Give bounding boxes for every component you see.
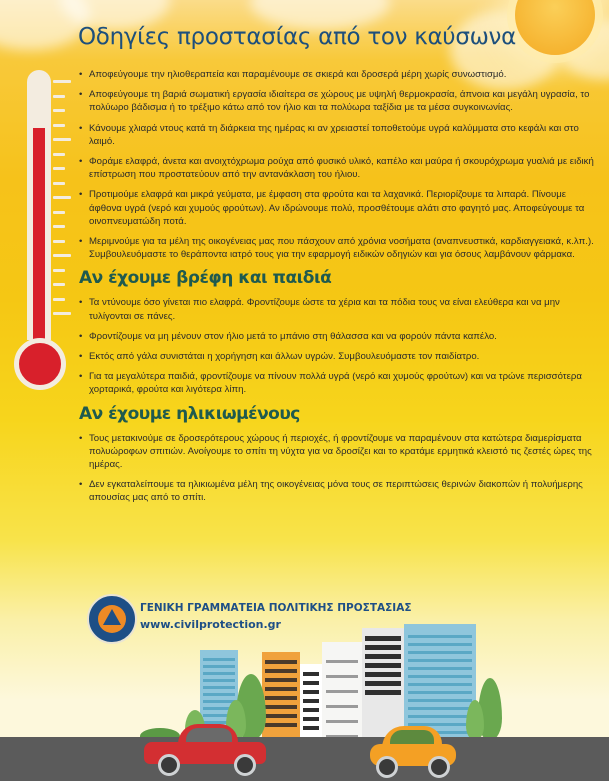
section-heading-children: Αν έχουμε βρέφη και παιδιά	[79, 268, 332, 289]
orange-car-icon	[368, 724, 458, 774]
list-item: • Δεν εγκαταλείπουμε τα ηλικιωμένα μέλη της οικογένειας μόνα τους σε περιπτώσεις θερινών διακοπών ή πολυήμερης απουσίας μας από το σπίτι.	[79, 478, 599, 504]
list-item: • Τα ντύνουμε όσο γίνεται πιο ελαφρά. Φροντίζουμε ώστε τα χέρια και τα πόδια τους να είναι ελεύθερα και να μην τυλίγονται σε πάνες.	[79, 296, 599, 322]
list-item: • Τους μετακινούμε σε δροσερότερους χώρους ή περιοχές, ή φροντίζουμε να παραμένουν στα κατώτερα διαμερίσματα πολυώροφων σπιτιών. Ανοίγουμε το σπίτι τη νύχτα για να δροσίζει και το κρατάμε ερμητικά κλειστό τις ζεστές ώρες της ημέρας.	[79, 432, 599, 472]
list-item: • Εκτός από γάλα συνιστάται η χορήγηση και άλλων υγρών. Συμβουλευόμαστε τον παιδίατρο.	[79, 350, 599, 363]
red-car-icon	[140, 722, 270, 772]
civil-protection-logo	[87, 594, 137, 644]
list-item: • Για τα μεγαλύτερα παιδιά, φροντίζουμε να πίνουν πολλά υγρά (νερό και χυμούς φρούτων) και να τρώνε περισσότερα χορταρικά, φρούτα και λιγότερα λίπη.	[79, 370, 599, 396]
list-item: • Φοράμε ελαφρά, άνετα και ανοιχτόχρωμα ρούχα από φυσικό υλικό, καπέλο και μαύρα ή σκουρόχρωμα γυαλιά με ειδική επίστρωση που προστατεύουν από την αντανάκλαση του ήλιου.	[79, 155, 599, 181]
elderly-instructions-list	[79, 432, 599, 505]
page-title: Οδηγίες προστασίας από τον καύσωνα	[78, 24, 516, 51]
list-item: • Κάνουμε χλιαρά ντους κατά τη διάρκεια της ημέρας κι αν χρειαστεί τοποθετούμε υγρά καλύμματα στο κεφάλι και στο λαιμό.	[79, 122, 599, 148]
list-item: • Φροντίζουμε να μη μένουν στον ήλιο μετά το μπάνιο στη θάλασσα και να φορούν πάντα καπέλο.	[79, 330, 599, 343]
list-item: • Προτιμούμε ελαφρά και μικρά γεύματα, με έμφαση στα φρούτα και τα λαχανικά. Περιορίζουμε τα λιπαρά. Πίνουμε άφθονα υγρά (νερό και χυμούς φρούτων). Αν ιδρώνουμε πολύ, προσθέτουμε αλάτι στο φαγητό μας. Αποφεύγουμε τα οινοπνευματώδη ποτά.	[79, 188, 599, 228]
road	[0, 737, 609, 781]
list-item: • Αποφεύγουμε την ηλιοθεραπεία και παραμένουμε σε σκιερά και δροσερά μέρη χωρίς συνωστισμό.	[79, 68, 599, 81]
instructions-content	[79, 68, 599, 512]
list-item: • Αποφεύγουμε τη βαριά σωματική εργασία ιδιαίτερα σε χώρους με υψηλή θερμοκρασία, άπνοια και μεγάλη υγρασία, το πολύωρο βάδισμα ή το τρέξιμο κάτω από τον ήλιο και τα πολύωρα ταξίδια με τα μέσα συγκοινωνίας.	[79, 88, 599, 114]
children-instructions-list	[79, 296, 599, 396]
organization-name: ΓΕΝΙΚΗ ΓΡΑΜΜΑΤΕΙΑ ΠΟΛΙΤΙΚΗΣ ΠΡΟΣΤΑΣΙΑΣ	[140, 602, 412, 614]
section-heading-elderly: Αν έχουμε ηλικιωμένους	[79, 403, 300, 424]
list-item: • Μεριμνούμε για τα μέλη της οικογένειας μας που πάσχουν από χρόνια νοσήματα (αναπνευστικά, καρδιαγγειακά, κ.λπ.). Συμβουλευόμαστε το θεράποντα ιατρό τους για την εφαρμογή ειδικών οδηγιών και για όσους λαμβάνουν φάρμακα.	[79, 235, 599, 261]
website-link[interactable]: www.civilprotection.gr	[140, 618, 281, 631]
general-instructions-list	[79, 68, 599, 261]
